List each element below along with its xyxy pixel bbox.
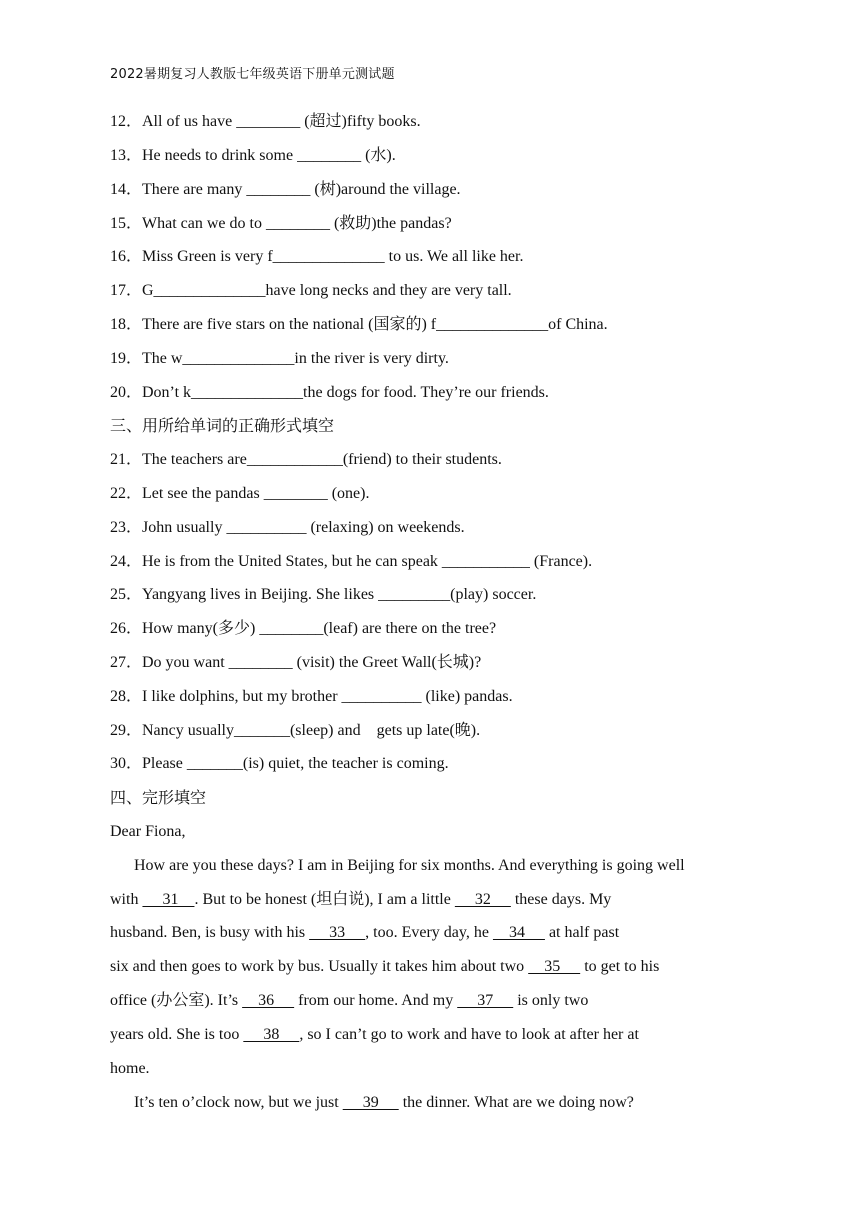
passage-line-7: home. (110, 1060, 150, 1077)
question-20: 20．Don’t k______________the dogs for food. They’re our friends. (110, 384, 549, 401)
passage-text: husband. Ben, is busy with his (110, 924, 310, 941)
passage-line-2 (110, 890, 611, 910)
question-16: 16．Miss Green is very f______________ to us. We all like her. (110, 248, 524, 265)
blank-37: 37 (457, 992, 514, 1009)
passage-text: six and then goes to work by bus. Usually it takes him about two (110, 958, 529, 975)
question-12: 12．All of us have ________ (超过)fifty books. (110, 113, 421, 130)
passage-text: from our home. And my (294, 992, 458, 1009)
passage-text: the dinner. What are we doing now? (398, 1094, 634, 1111)
passage-line-5 (110, 991, 588, 1011)
blank-35: 35 (528, 958, 581, 975)
passage-text: years old. She is too (110, 1026, 244, 1043)
question-25: 25．Yangyang lives in Beijing. She likes _________(play) soccer. (110, 586, 537, 603)
question-13: 13．He needs to drink some ________ (水). (110, 147, 396, 164)
blank-38: 38 (243, 1026, 300, 1043)
passage-text: . But to be honest (坦白说), I am a little (194, 891, 455, 908)
question-29: 29．Nancy usually_______(sleep) and gets up late(晚). (110, 722, 481, 739)
letter-salutation: Dear Fiona, (110, 823, 186, 840)
passage-line-8 (110, 1093, 634, 1113)
blank-31: 31 (142, 891, 195, 908)
question-30: 30．Please _______(is) quiet, the teacher is coming. (110, 755, 449, 772)
passage-text: , too. Every day, he (365, 924, 493, 941)
passage-line-4 (110, 957, 659, 977)
blank-33: 33 (309, 924, 366, 941)
question-28: 28．I like dolphins, but my brother __________ (like) pandas. (110, 688, 513, 705)
question-15: 15．What can we do to ________ (救助)the pandas? (110, 215, 452, 232)
question-17: 17．G______________have long necks and they are very tall. (110, 282, 512, 299)
passage-text: these days. My (510, 891, 612, 908)
passage-text: at half past (544, 924, 620, 941)
passage-text: to get to his (580, 958, 660, 975)
blank-32: 32 (454, 891, 511, 908)
passage-line-1: How are you these days? I am in Beijing for six months. And everything is going well (110, 857, 685, 874)
question-19: 19．The w______________in the river is very dirty. (110, 350, 449, 367)
question-26: 26．How many(多少) ________(leaf) are there on the tree? (110, 620, 497, 637)
blank-39: 39 (342, 1094, 399, 1111)
question-14: 14．There are many ________ (树)around the village. (110, 181, 461, 198)
passage-line-6 (110, 1025, 639, 1045)
passage-text: is only two (513, 992, 589, 1009)
question-24: 24．He is from the United States, but he can speak ___________ (France). (110, 553, 593, 570)
blank-34: 34 (492, 924, 545, 941)
question-23: 23．John usually __________ (relaxing) on weekends. (110, 519, 465, 536)
passage-line-3 (110, 923, 619, 943)
blank-36: 36 (242, 992, 295, 1009)
section-4-heading: 四、完形填空 (110, 788, 207, 807)
passage-text: It’s ten o’clock now, but we just (110, 1094, 343, 1111)
passage-text: with (110, 891, 143, 908)
passage-text: office (办公室). It’s (110, 992, 243, 1009)
question-21: 21．The teachers are____________(friend) to their students. (110, 451, 502, 468)
page-header: 2022暑期复习人教版七年级英语下册单元测试题 (110, 67, 395, 82)
question-22: 22．Let see the pandas ________ (one). (110, 485, 370, 502)
passage-text: , so I can’t go to work and have to look at after her at (299, 1026, 639, 1043)
question-18: 18．There are five stars on the national (国家的) f______________of China. (110, 316, 608, 333)
section-3-heading: 三、用所给单词的正确形式填空 (110, 416, 335, 435)
question-27: 27．Do you want ________ (visit) the Greet Wall(长城)? (110, 654, 482, 671)
